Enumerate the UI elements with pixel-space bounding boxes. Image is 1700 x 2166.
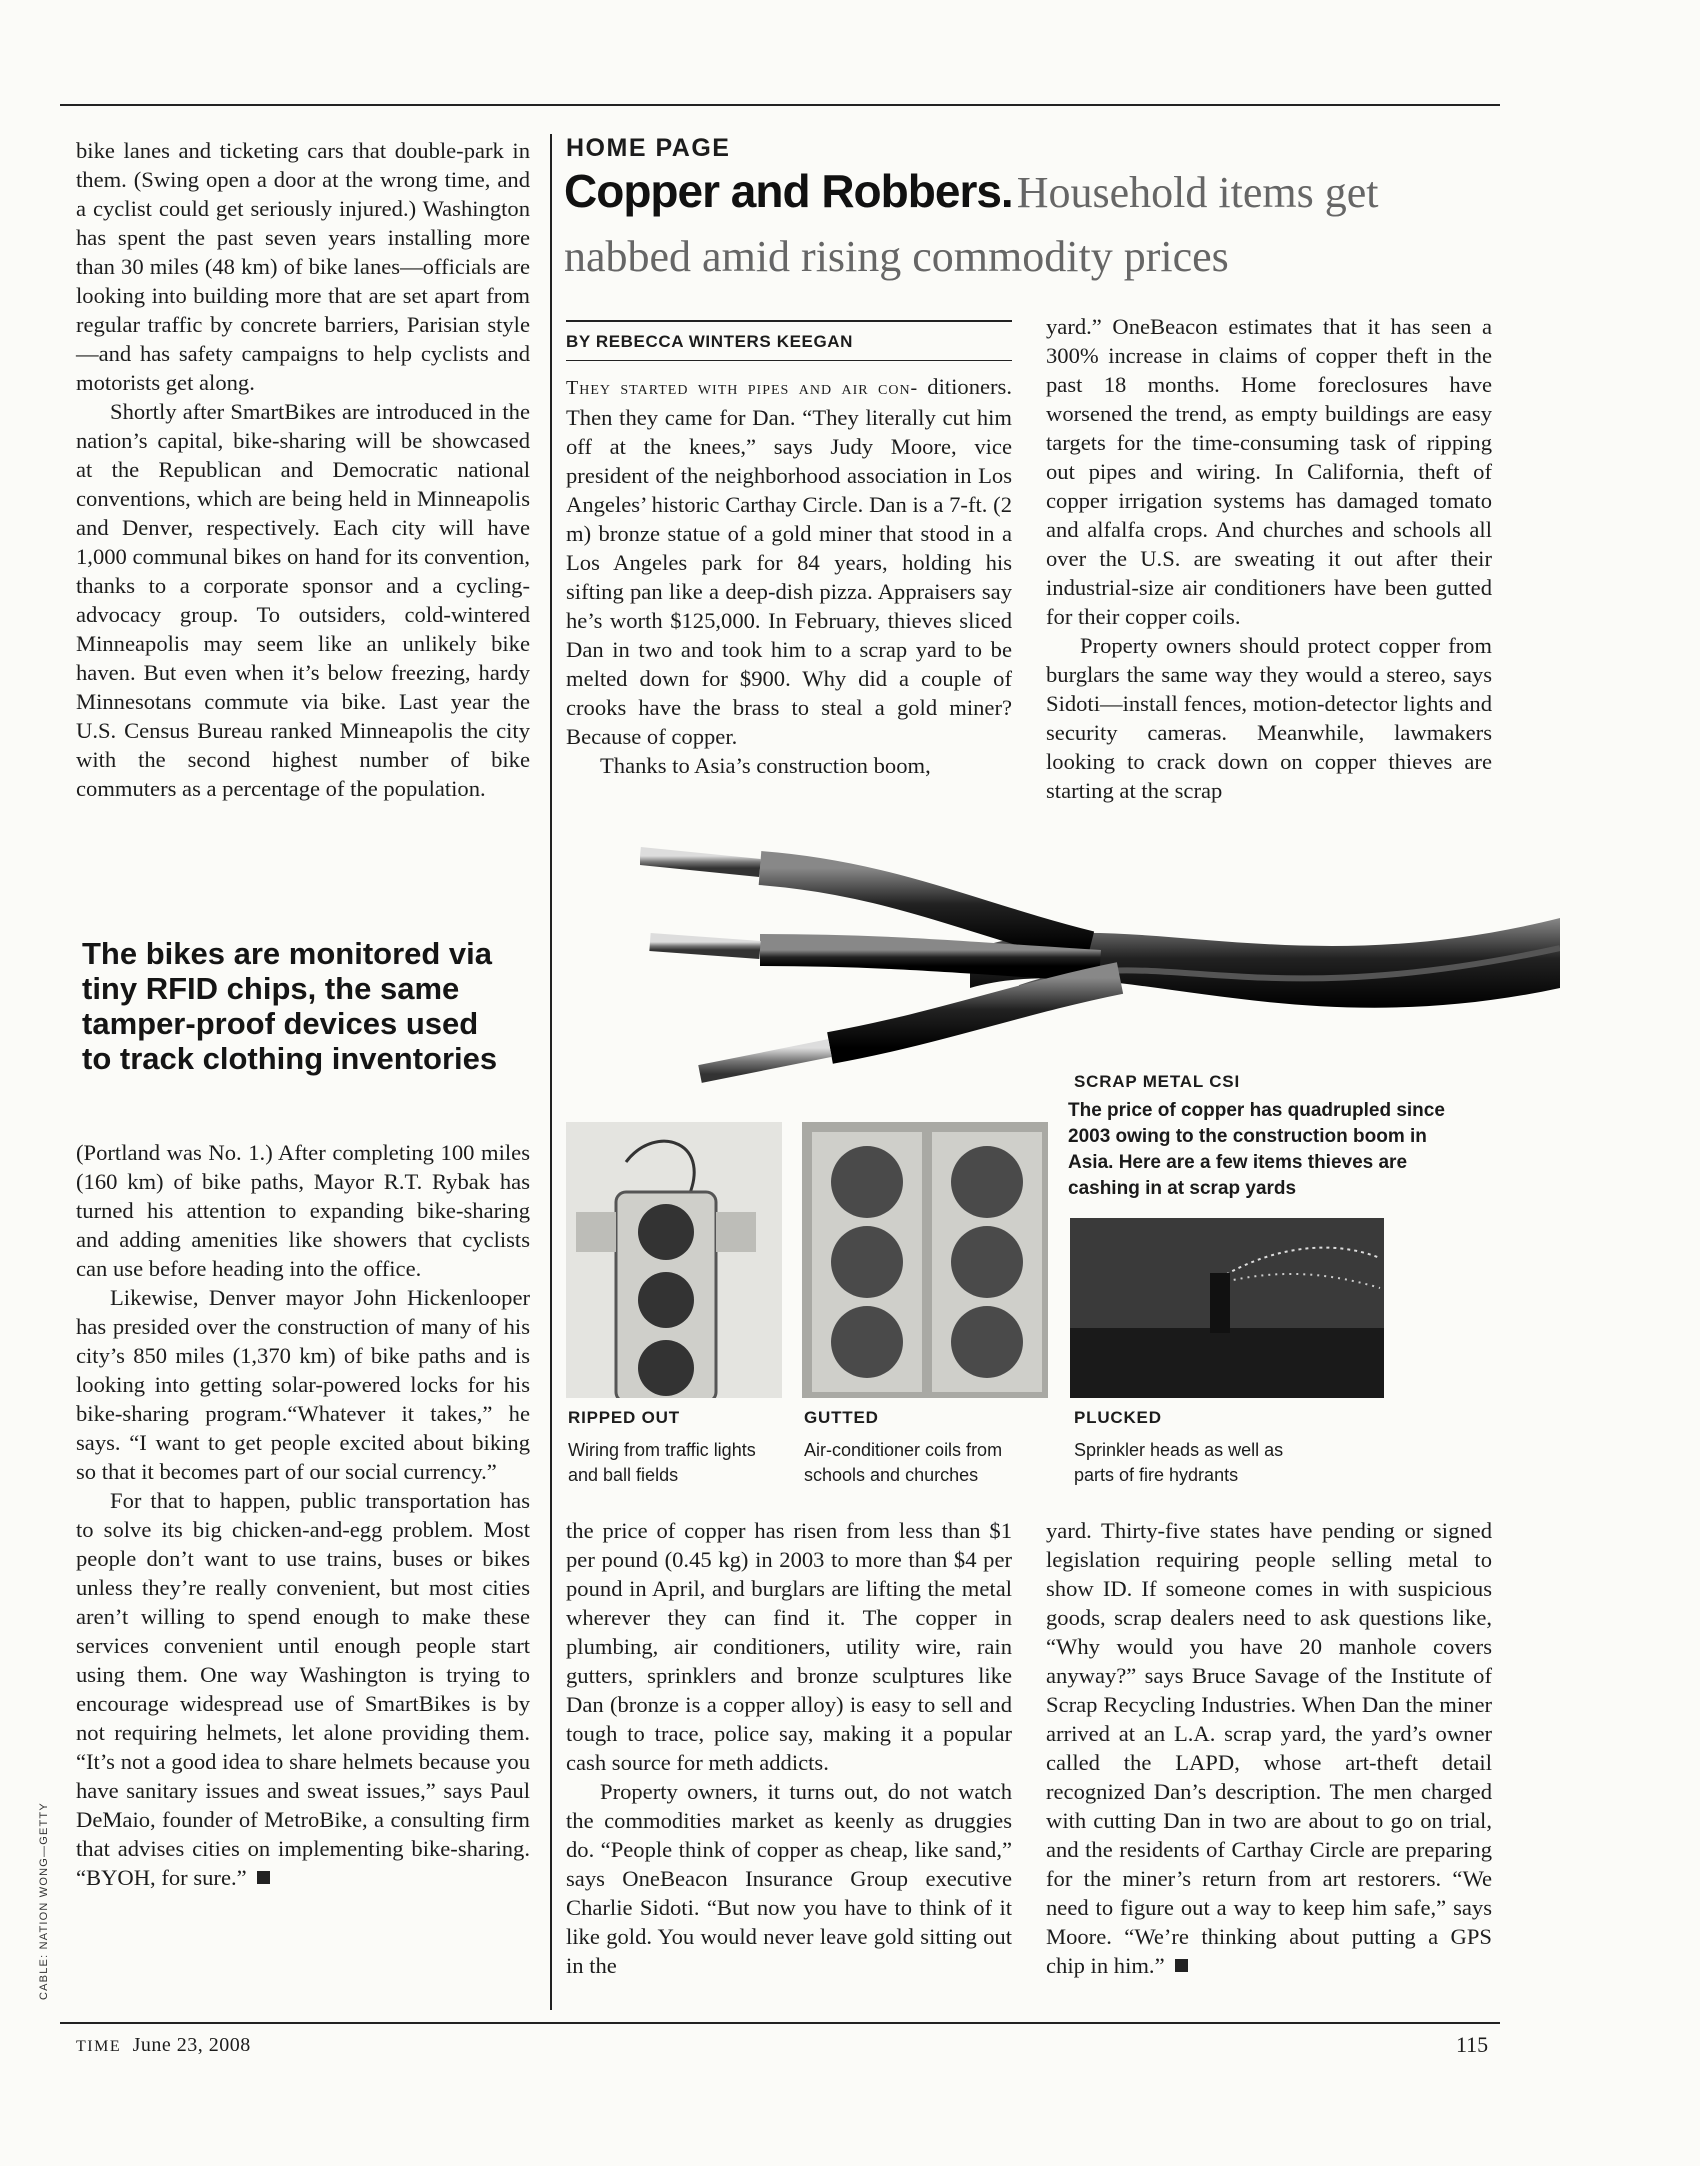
left-para-2: Shortly after SmartBikes are introduced in the nation’s capital, bike-sharing will be showcased at the Republican and Democratic national conventions, which are being held in Minneapolis and Denver, respectively. Each city will have 1,000 communal bikes on hand for its convention, thanks to a corporate sponsor and a cycling-advocacy group. To outsiders, cold-wintered Minneapolis may seem like an unlikely bike haven. But even when it’s below freezing, hardy Minnesotans commute via bike. Last year the U.S. Census Bureau ranked Minneapolis the city with the second highest number of bike commuters as a percentage of the population. [76,399,530,801]
column-divider [550,134,552,2010]
traffic-light-illustration [566,1122,782,1398]
sprinkler-illustration [1070,1218,1384,1398]
article-para-3: the price of copper has risen from less than $1 per pound (0.45 kg) in 2003 to more than $4 per pound in April, and burglars are lifting the metal wherever they can find it. The copper in plumbing, air conditioners, utility wire, rain gutters, sprinklers and bronze sculptures like Dan (bronze is a copper alloy) is easy to sell and tough to trace, police say, making it a popular cash source for meth addicts. [566,1518,1012,1775]
left-para-1: bike lanes and ticketing cars that double-park in them. (Swing open a door at the wrong time, and a cyclist could get seriously injured.) Washington has spent the past seven years installing more than 30 miles (48 km) of bike lanes—officials are looking into building more that are set apart from regular traffic by concrete barriers, Parisian style—and has safety campaigns to help cyclists and motorists get along. [76,138,530,395]
copper-cable-photo [640,838,1560,1098]
end-mark [1175,1959,1188,1972]
sidebar-title: SCRAP METAL CSI [1074,1072,1240,1091]
caption-title: PLUCKED [1074,1408,1162,1427]
ac-coils-photo [802,1122,1048,1398]
caption-text: Air-conditioner coils from schools and churches [804,1440,1003,1485]
bottom-rule [60,2022,1500,2024]
article-col2-top [566,372,1012,780]
footer-date: June 23, 2008 [132,2034,251,2056]
article-col3-para-1: yard.” OneBeacon estimates that it has seen a 300% increase in claims of copper theft in the past 18 months. Home foreclosures have worsened the trend, as empty buildings are easy targets for the time-consuming task of ripping out pipes and wiring. In California, theft of copper irrigation systems has damaged tomato and alfalfa crops. And churches and schools all over the U.S. are sweating it out after their industrial-size air conditioners have been gutted for their copper coils. [1046,314,1492,629]
article-para-1: They started with pipes and air con- ditioners. Then they came for Dan. “They literally cut him off at the knees,” says Judy Moore, vice president of the neighborhood association in Los Angeles’ historic Carthay Circle. Dan is a 7-ft. (2 m) bronze statue of a gold miner that stood in a Los Angeles park for 84 years, holding his sifting pan like a deep-dish pizza. Appraisers say he’s worth $125,000. In February, thieves sliced Dan in two and took him to a scrap yard to be melted down for $900. Why did a couple of crooks have the brass to steal a gold miner? Because of copper. [566,374,1012,749]
article-col2-bottom [566,1516,1012,1980]
article-para-4: Property owners, it turns out, do not watch the commodities market as keenly as druggies do. “People think of copper as cheap, like sand,” says OneBeacon Insurance Group executive Charlie Sidoti. “But now you have to think of it like gold. You would never leave gold sitting out in the [566,1779,1012,1978]
article-col3-para-2: Property owners should protect copper from burglars the same way they would a stereo, says Sidoti—install fences, motion-detector lights and security cameras. Meanwhile, lawmakers looking to crack down on copper thieves are starting at the scrap [1046,633,1492,803]
article-para-2: Thanks to Asia’s construction boom, [600,753,931,778]
headline-bold: Copper and Robbers. [564,165,1013,217]
footer-magazine: TIME [76,2038,122,2055]
byline-rule-top [566,320,1012,322]
caption-text: Wiring from traffic lights and ball fields [568,1440,756,1485]
article-col3-bottom [1046,1516,1492,1980]
pullquote [82,936,512,1076]
article-col3-top [1046,312,1492,805]
headline [564,164,1464,294]
end-mark [257,1871,270,1884]
pullquote-text: The bikes are monitored via tiny RFID chips, the same tamper-proof devices used to track clothing inventories [82,936,498,1076]
traffic-light-photo [566,1122,782,1398]
section-kicker: HOME PAGE [566,134,731,162]
ac-coils-illustration [802,1122,1048,1398]
byline-rule-bottom [566,360,1012,361]
headline-deck: Household items get nabbed amid rising commodity prices [564,168,1379,281]
caption-ripped-out [568,1408,778,1488]
photo-credit: CABLE: NATION WONG—GETTY [38,1802,50,2000]
sprinkler-photo [1070,1218,1384,1398]
article-col3-para-3: yard. Thirty-five states have pending or signed legislation requiring people selling metal to show ID. If someone comes in with suspicious goods, scrap dealers need to ask questions like, “Why would you have 20 manhole covers anyway?” says Bruce Savage of the Institute of Scrap Recycling Industries. When Dan the miner arrived at an L.A. scrap yard, the yard’s owner called the LAPD, whose art-theft detail recognized Dan’s description. The men charged with cutting Dan in two are about to go on trial, and the residents of Carthay Circle are preparing for the miner’s return from art restorers. “We need to figure out a way to keep him safe,” says Moore. “We’re thinking about putting a GPS chip in him.” [1046,1518,1492,1978]
caption-title: RIPPED OUT [568,1408,680,1427]
left-para-4: Likewise, Denver mayor John Hickenlooper has presided over the construction of many of his city’s 850 miles (1,370 km) of bike paths and is looking into getting solar-powered locks for his bike-sharing program.“Whatever it takes,” he says. “I want to get people excited about biking so that it becomes part of our social currency.” [76,1285,530,1484]
left-para-5: For that to happen, public transportation has to solve its big chicken-and-egg problem. Most people don’t want to use trains, buses or bikes unless they’re really convenient, but most cities aren’t willing to spend enough to make these services convenient until enough people start using them. One way Washington is trying to encourage widespread use of SmartBikes is by not requiring helmets, let alone providing them. “It’s not a good idea to share helmets because you have sanitary issues and sweat issues,” says Paul DeMaio, founder of MetroBike, a consulting firm that advises cities on implementing bike-sharing. “BYOH, for sure.” [76,1488,530,1890]
byline: BY REBECCA WINTERS KEEGAN [566,332,854,351]
caption-text: Sprinkler heads as well as parts of fire hydrants [1074,1440,1284,1485]
caption-title: GUTTED [804,1408,879,1427]
caption-gutted [804,1408,1064,1488]
sidebar-text: The price of copper has quadrupled since 2003 owing to the construction boom in Asia. Here are a few items thieves are cashing in at scrap yards [1068,1100,1445,1199]
top-rule [60,104,1500,106]
page-number: 115 [1456,2032,1489,2057]
left-column-bottom [76,1138,530,1892]
caption-plucked [1074,1408,1324,1488]
footer-folio [76,2034,251,2057]
copper-cable-illustration [640,838,1560,1098]
left-para-3: (Portland was No. 1.) After completing 100 miles (160 km) of bike paths, Mayor R.T. Rybak has turned his attention to expanding bike-sharing and adding amenities like showers that cyclists can use before heading into the office. [76,1140,530,1281]
left-column-top [76,136,530,803]
